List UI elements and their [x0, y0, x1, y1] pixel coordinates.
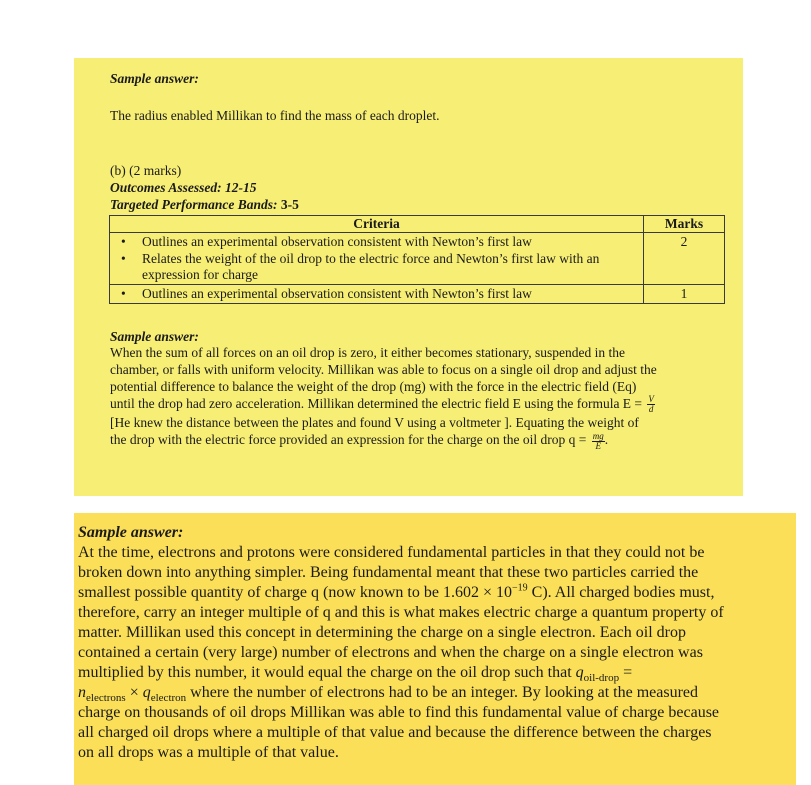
radius-answer-text: The radius enabled Millikan to find the mass of each droplet.	[110, 108, 440, 123]
bands-value: 3-5	[280, 197, 299, 212]
body-line-text: where the number of electrons had to be an integer. By looking at the measured	[190, 684, 699, 701]
marks-cell: 1	[644, 285, 725, 304]
criteria-cell	[110, 233, 644, 285]
body-line-equation-start	[78, 663, 794, 683]
formula-suffix: .	[604, 432, 609, 448]
body-line-charge-value	[78, 583, 794, 603]
body-line: on all drops was a multiple of that value.	[78, 744, 339, 761]
sample-answer-heading-2: Sample answer:	[110, 329, 199, 344]
times-sign: ×	[125, 684, 143, 701]
body-line-text: multiplied by this number, it would equal the charge on the oil drop such that	[78, 664, 572, 681]
criteria-list	[116, 286, 637, 302]
body-line: [He knew the distance between the plates and found V using a voltmeter ]. Equating the weight of	[110, 415, 639, 431]
body-line-equation-end	[78, 683, 794, 703]
fraction-denominator: E	[595, 440, 601, 451]
body-line-formula-e	[110, 395, 735, 414]
performance-bands	[110, 196, 299, 213]
body-line: When the sum of all forces on an oil drop is zero, it either becomes stationary, suspended in the	[110, 345, 625, 360]
body-line-text: the drop with the electric force provided an expression for the charge on the oil drop q =	[110, 432, 587, 448]
body-line-tail: C). All charged bodies must,	[527, 584, 715, 601]
criteria-table	[109, 215, 725, 304]
marks-header: Marks	[644, 216, 725, 233]
n-symbol: n	[78, 684, 86, 701]
q-symbol: q	[575, 664, 584, 681]
fraction-numerator: mg	[592, 430, 604, 441]
body-line: potential difference to balance the weight of the drop (mg) with the force in the electric field (Eq)	[110, 379, 637, 394]
body-line-formula-q	[110, 431, 735, 450]
fraction-numerator: V	[648, 394, 654, 405]
exponent: −19	[512, 582, 528, 594]
outcomes-assessed: Outcomes Assessed: 12-15	[110, 180, 257, 195]
body-line: matter. Millikan used this concept in determining the charge on a single electron. Each oil drop	[78, 624, 686, 641]
equals-sign: =	[619, 664, 633, 681]
marks-cell: 2	[644, 233, 725, 285]
fraction-mg-over-e	[592, 432, 605, 451]
table-row	[110, 233, 725, 285]
body-line-text: until the drop had zero acceleration. Millikan determined the electric field E using the formula E =	[110, 396, 643, 411]
sample-answer-body-1	[110, 344, 735, 451]
criteria-item: • Relates the weight of the oil drop to the electric force and Newton’s first law with an expression for charge	[116, 251, 637, 283]
part-label: (b) (2 marks)	[110, 163, 182, 178]
criteria-item: • Outlines an experimental observation consistent with Newton’s first law	[116, 234, 637, 250]
criteria-cell	[110, 285, 644, 304]
body-line: therefore, carry an integer multiple of q and this is what makes electric charge a quantum property of	[78, 604, 724, 621]
body-line: broken down into anything simpler. Being fundamental meant that these two particles carried the	[78, 564, 699, 581]
sample-answer-heading-1: Sample answer:	[110, 71, 199, 86]
body-line: charge on thousands of oil drops Millikan was able to find this fundamental value of charge because	[78, 704, 720, 721]
fraction-v-over-d	[647, 395, 655, 414]
body-line: all charged oil drops where a multiple of that value and because the difference between the charges	[78, 724, 712, 741]
sample-answer-body-2	[78, 543, 794, 763]
marking-panel-part-b	[74, 58, 743, 496]
bands-label: Targeted Performance Bands:	[110, 197, 278, 212]
q-electron-symbol: q	[142, 684, 151, 701]
sample-answer-heading-3: Sample answer:	[78, 524, 184, 541]
fraction-denominator: d	[648, 404, 654, 415]
n-subscript: electrons	[86, 692, 126, 705]
criteria-list	[116, 234, 637, 283]
q-subscript: oil-drop	[583, 672, 620, 685]
q-electron-subscript: electron	[150, 692, 187, 705]
marking-panel-sample-answer	[74, 513, 796, 785]
body-line: At the time, electrons and protons were considered fundamental particles in that they could not be	[78, 544, 705, 561]
criteria-table-header-row	[110, 216, 725, 233]
body-line-text: smallest possible quantity of charge q (now known to be 1.602 × 10	[78, 584, 512, 601]
criteria-item: • Outlines an experimental observation consistent with Newton’s first law	[116, 286, 637, 302]
body-line: chamber, or falls with uniform velocity. Millikan was able to focus on a single oil drop and adjust the	[110, 362, 657, 377]
table-row	[110, 285, 725, 304]
body-line: contained a certain (very large) number of electrons and when the charge on a single electron was	[78, 644, 703, 661]
criteria-header: Criteria	[110, 216, 644, 233]
